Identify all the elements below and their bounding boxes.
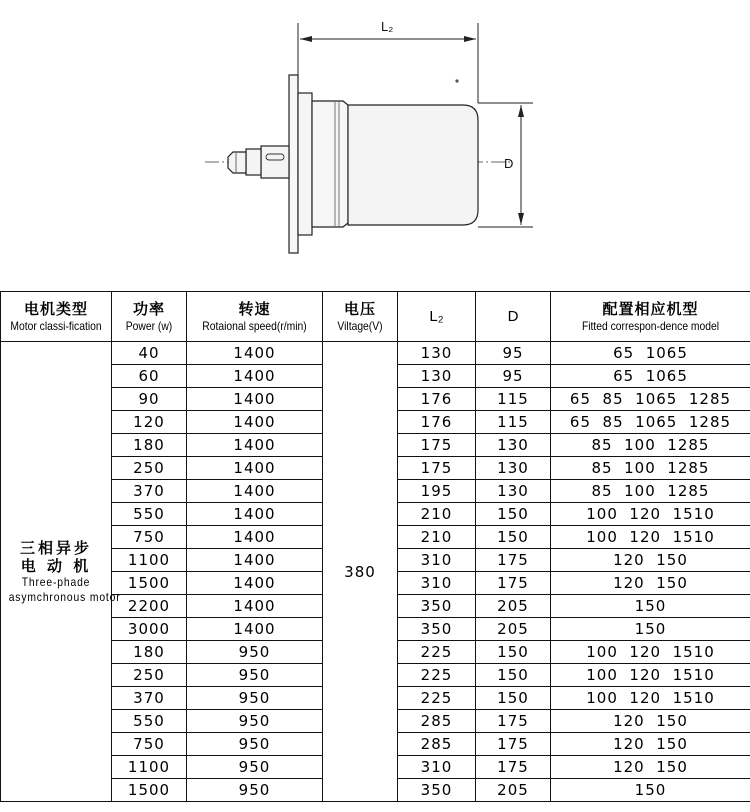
power-cell: 180	[112, 434, 187, 457]
model-cell: 85 100 1285	[551, 480, 750, 503]
header-power-cn: 功率	[132, 299, 165, 318]
d-cell: 115	[476, 411, 551, 434]
power-cell: 550	[112, 503, 187, 526]
l2-cell: 225	[398, 687, 476, 710]
speed-cell: 1400	[187, 526, 323, 549]
l2-cell: 175	[398, 434, 476, 457]
header-motor-class-en: Motor classi-fication	[10, 318, 102, 333]
power-cell: 1500	[112, 572, 187, 595]
header-voltage-en: Viltage(V)	[337, 318, 383, 333]
header-model-en: Fitted correspon-dence model	[581, 318, 720, 333]
speed-cell: 950	[187, 687, 323, 710]
l2-cell: 130	[398, 365, 476, 388]
l2-cell: 225	[398, 641, 476, 664]
model-cell: 100 120 1510	[551, 664, 750, 687]
d-cell: 130	[476, 457, 551, 480]
model-cell: 65 1065	[551, 365, 750, 388]
d-cell: 150	[476, 641, 551, 664]
d-cell: 130	[476, 434, 551, 457]
l2-cell: 130	[398, 342, 476, 365]
d-cell: 175	[476, 549, 551, 572]
power-cell: 250	[112, 457, 187, 480]
motor-spec-table	[0, 291, 750, 802]
speed-cell: 1400	[187, 411, 323, 434]
speed-cell: 950	[187, 779, 323, 802]
flange-plate	[289, 75, 298, 253]
l2-cell: 350	[398, 618, 476, 641]
d-cell: 150	[476, 687, 551, 710]
model-cell: 65 1065	[551, 342, 750, 365]
l2-cell: 175	[398, 457, 476, 480]
power-cell: 180	[112, 641, 187, 664]
power-cell: 250	[112, 664, 187, 687]
motor-drawing	[203, 5, 538, 290]
l2-cell: 225	[398, 664, 476, 687]
l2-cell: 285	[398, 710, 476, 733]
motor-class-en-line1: Three-phade	[21, 574, 91, 589]
power-cell: 1500	[112, 779, 187, 802]
table-row	[1, 342, 750, 365]
speed-cell: 1400	[187, 595, 323, 618]
d-cell: 150	[476, 503, 551, 526]
speed-cell: 1400	[187, 457, 323, 480]
model-cell: 85 100 1285	[551, 434, 750, 457]
header-model-cn: 配置相应机型	[602, 299, 699, 318]
power-cell: 90	[112, 388, 187, 411]
motor-body	[348, 105, 478, 225]
model-cell: 100 120 1510	[551, 687, 750, 710]
model-cell: 65 85 1065 1285	[551, 388, 750, 411]
motor-neck	[312, 101, 348, 227]
table-body	[1, 342, 750, 802]
d-cell: 205	[476, 595, 551, 618]
d-cell: 175	[476, 572, 551, 595]
header-voltage	[323, 292, 398, 342]
table-header-row	[1, 292, 750, 342]
power-cell: 40	[112, 342, 187, 365]
speed-cell: 1400	[187, 549, 323, 572]
d-dimension-label: D	[504, 156, 514, 171]
d-cell: 150	[476, 526, 551, 549]
speed-cell: 950	[187, 664, 323, 687]
speed-cell: 1400	[187, 388, 323, 411]
l2-cell: 350	[398, 779, 476, 802]
speed-cell: 950	[187, 756, 323, 779]
speed-cell: 950	[187, 710, 323, 733]
power-cell: 370	[112, 480, 187, 503]
power-cell: 60	[112, 365, 187, 388]
motor-drawing-panel	[203, 5, 538, 290]
speed-cell: 950	[187, 641, 323, 664]
model-cell: 120 150	[551, 733, 750, 756]
d-cell: 175	[476, 756, 551, 779]
motor-class-en-line2: asymchronous motor	[8, 589, 121, 604]
d-cell: 115	[476, 388, 551, 411]
d-cell: 130	[476, 480, 551, 503]
motor-class-cell	[1, 342, 121, 802]
motor-class-cn-line1: 三相异步	[19, 538, 92, 557]
speed-cell: 1400	[187, 503, 323, 526]
model-cell: 100 120 1510	[551, 503, 750, 526]
d-cell: 205	[476, 618, 551, 641]
power-cell: 1100	[112, 756, 187, 779]
print-speck	[455, 79, 458, 82]
l2-cell: 176	[398, 411, 476, 434]
l2-cell: 310	[398, 572, 476, 595]
power-cell: 1100	[112, 549, 187, 572]
power-cell: 550	[112, 710, 187, 733]
l2-cell: 195	[398, 480, 476, 503]
power-cell: 3000	[112, 618, 187, 641]
shaft-step	[246, 149, 261, 175]
l2-arrow-left-icon	[300, 36, 312, 42]
model-cell: 120 150	[551, 710, 750, 733]
l2-dimension-label: L₂	[381, 19, 394, 34]
d-arrow-bottom-icon	[518, 213, 524, 225]
model-cell: 85 100 1285	[551, 457, 750, 480]
l2-cell: 210	[398, 503, 476, 526]
header-speed-cn: 转速	[238, 299, 271, 318]
l2-cell: 285	[398, 733, 476, 756]
model-cell: 120 150	[551, 572, 750, 595]
d-cell: 175	[476, 710, 551, 733]
power-cell: 2200	[112, 595, 187, 618]
power-cell: 750	[112, 733, 187, 756]
speed-cell: 1400	[187, 618, 323, 641]
flange-hub	[298, 93, 312, 235]
d-cell: 150	[476, 664, 551, 687]
power-cell: 370	[112, 687, 187, 710]
model-cell: 150	[551, 779, 750, 802]
voltage-cell: 380	[323, 342, 398, 802]
speed-cell: 1400	[187, 434, 323, 457]
model-cell: 120 150	[551, 756, 750, 779]
shaft-collar	[261, 146, 289, 178]
model-cell: 150	[551, 595, 750, 618]
l2-cell: 350	[398, 595, 476, 618]
speed-cell: 1400	[187, 480, 323, 503]
model-cell: 100 120 1510	[551, 526, 750, 549]
l2-cell: 310	[398, 549, 476, 572]
model-cell: 120 150	[551, 549, 750, 572]
shaft-end	[228, 152, 246, 173]
l2-arrow-right-icon	[464, 36, 476, 42]
header-model	[551, 292, 750, 342]
speed-cell: 1400	[187, 365, 323, 388]
header-motor-class-cn: 电机类型	[23, 299, 88, 318]
l2-cell: 310	[398, 756, 476, 779]
power-cell: 120	[112, 411, 187, 434]
l2-cell: 210	[398, 526, 476, 549]
speed-cell: 1400	[187, 342, 323, 365]
model-cell: 65 85 1065 1285	[551, 411, 750, 434]
header-speed	[187, 292, 323, 342]
header-l2: L₂	[398, 292, 476, 342]
d-arrow-top-icon	[518, 105, 524, 117]
header-speed-en: Rotaional speed(r/min)	[202, 318, 307, 333]
motor-class-cn-line2: 电 动 机	[20, 556, 92, 575]
speed-cell: 950	[187, 733, 323, 756]
d-cell: 175	[476, 733, 551, 756]
header-power	[112, 292, 187, 342]
header-voltage-cn: 电压	[343, 299, 376, 318]
header-motor-class	[1, 292, 112, 342]
header-d: D	[476, 292, 551, 342]
d-cell: 95	[476, 342, 551, 365]
model-cell: 100 120 1510	[551, 641, 750, 664]
d-cell: 205	[476, 779, 551, 802]
d-cell: 95	[476, 365, 551, 388]
model-cell: 150	[551, 618, 750, 641]
speed-cell: 1400	[187, 572, 323, 595]
l2-cell: 176	[398, 388, 476, 411]
header-power-en: Power (w)	[125, 318, 173, 333]
power-cell: 750	[112, 526, 187, 549]
